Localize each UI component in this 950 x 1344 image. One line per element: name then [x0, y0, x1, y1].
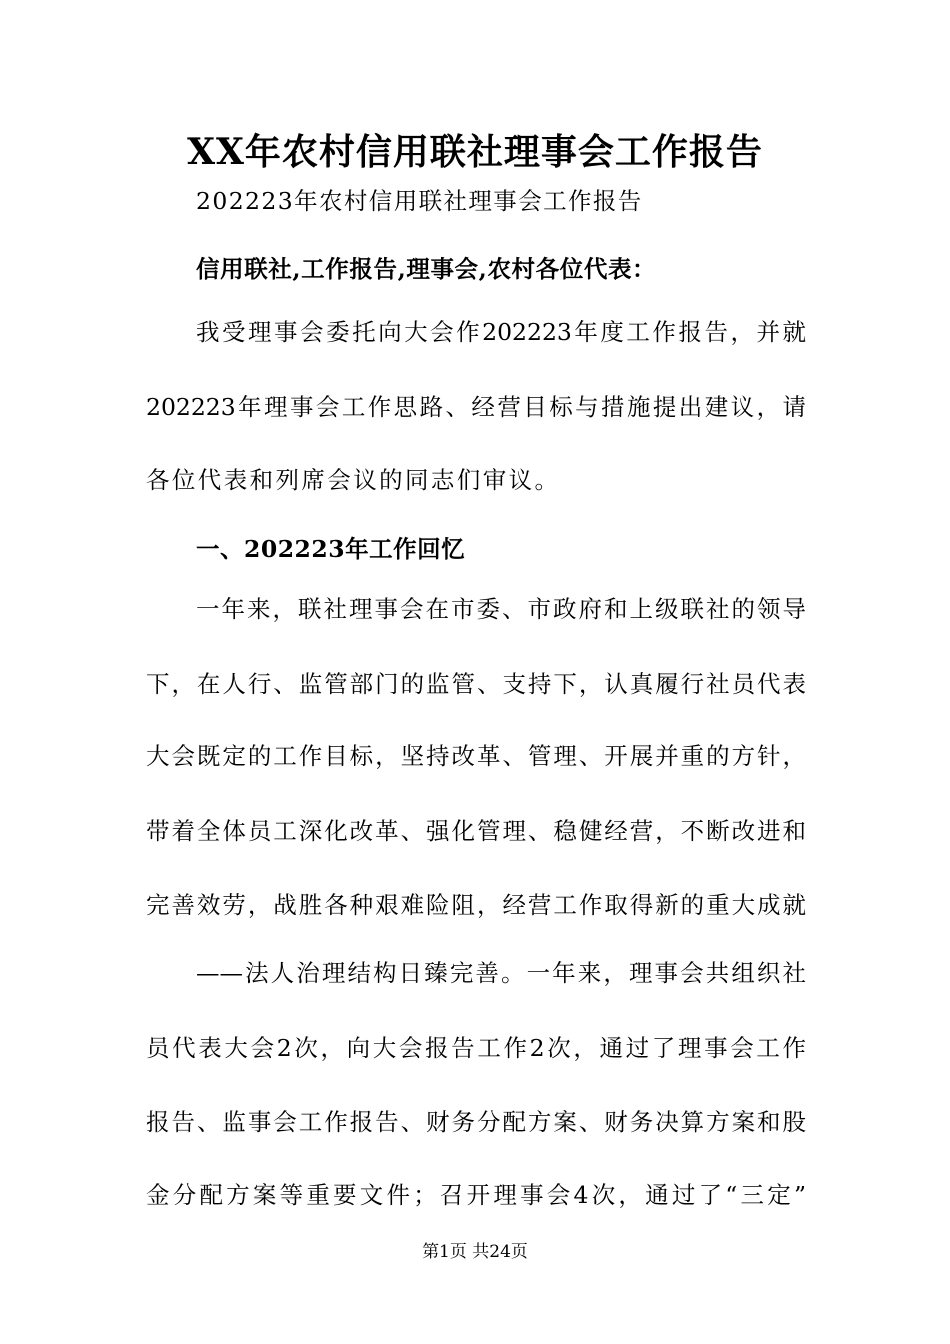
document-title: XX年农村信用联社理事会工作报告 [187, 131, 763, 173]
body-line-7: 带着全体员工深化改革、强化管理、稳健经营，不断改进和 [146, 817, 806, 845]
body-line-1: 我受理事会委托向大会作202223年度工作报告，并就 [196, 318, 806, 346]
section-heading-1: 一、202223年工作回忆 [196, 535, 466, 563]
body-line-6: 大会既定的工作目标，坚持改革、管理、开展并重的方针， [146, 742, 806, 770]
body-line-8: 完善效劳，战胜各种艰难险阻，经营工作取得新的重大成就 [146, 891, 806, 919]
body-line-3: 各位代表和列席会议的同志们审议。 [146, 466, 561, 494]
body-line-10: 员代表大会2次，向大会报告工作2次，通过了理事会工作 [146, 1034, 806, 1062]
document-subtitle: 202223年农村信用联社理事会工作报告 [196, 187, 643, 215]
keywords-line: 信用联社,工作报告,理事会,农村各位代表： [196, 255, 657, 283]
page-footer: 第1页 共24页 [422, 1242, 528, 1262]
body-line-12: 金分配方案等重要文件；召开理事会4次，通过了“三定” [146, 1181, 806, 1209]
body-line-4: 一年来，联社理事会在市委、市政府和上级联社的领导 [196, 595, 806, 623]
body-line-5: 下，在人行、监管部门的监管、支持下，认真履行社员代表 [146, 670, 806, 698]
body-line-11: 报告、监事会工作报告、财务分配方案、财务决算方案和股 [146, 1108, 806, 1136]
body-line-2: 202223年理事会工作思路、经营目标与措施提出建议，请 [146, 393, 806, 421]
body-line-9: ——法人治理结构日臻完善。一年来，理事会共组织社 [196, 959, 806, 987]
